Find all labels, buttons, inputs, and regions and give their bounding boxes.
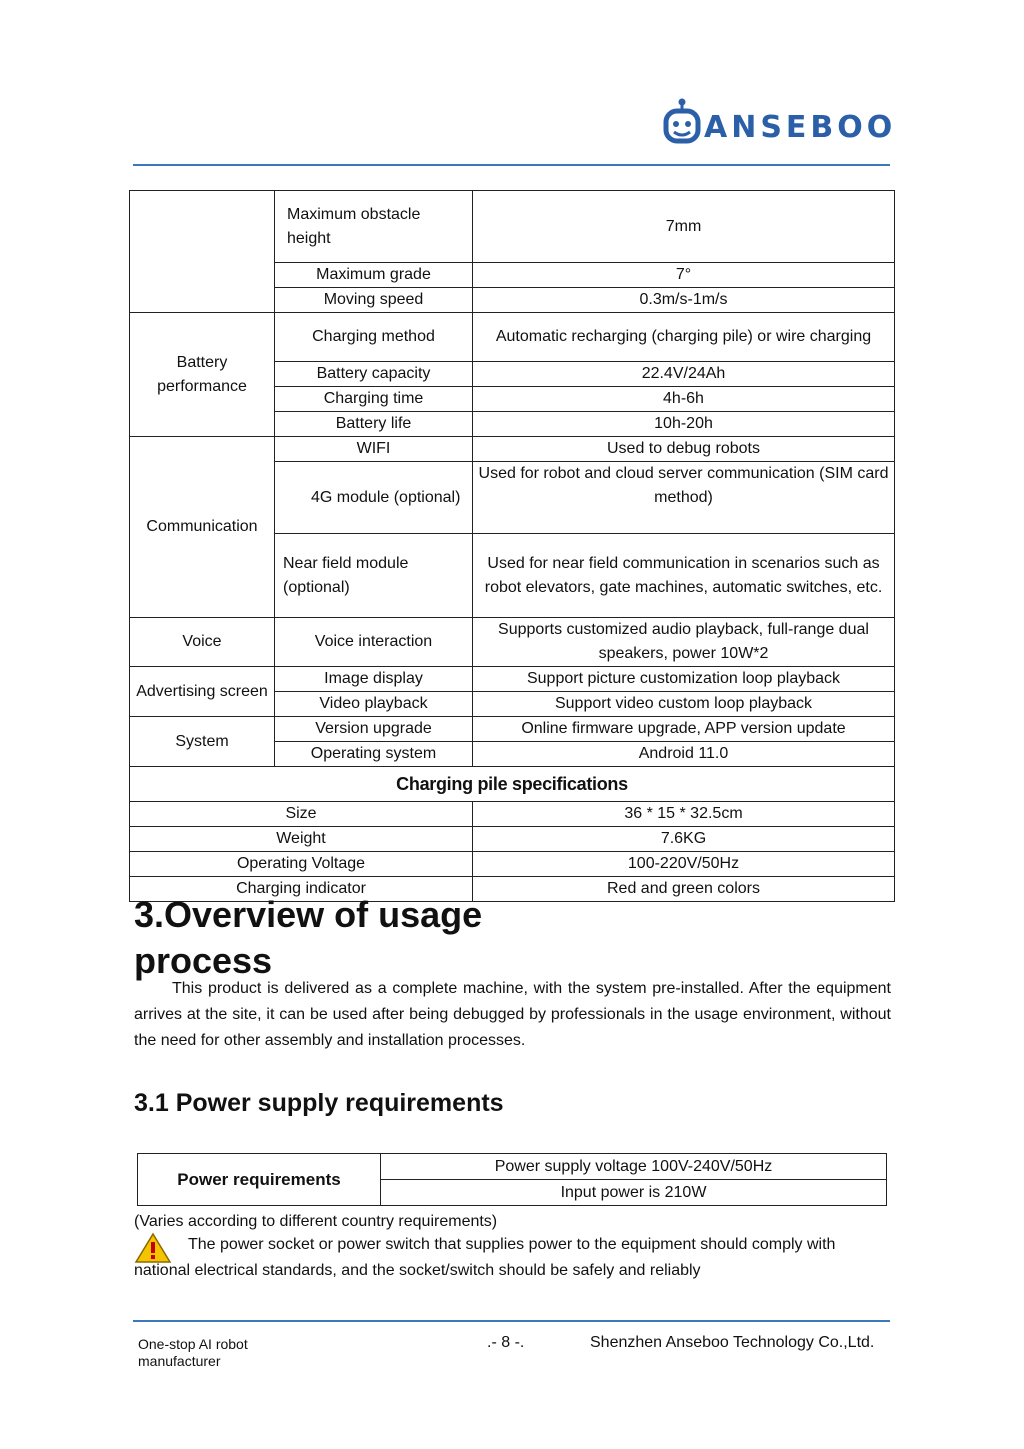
warning-block bbox=[134, 1232, 891, 1284]
item-cell: Charging time bbox=[275, 387, 473, 412]
section-3-title: 3.Overview of usage process bbox=[134, 894, 483, 981]
value-cell: Automatic recharging (charging pile) or wire charging bbox=[473, 313, 895, 362]
spec-table bbox=[129, 190, 895, 902]
value-cell: 36 * 15 * 32.5cm bbox=[473, 802, 895, 827]
value-cell: 22.4V/24Ah bbox=[473, 362, 895, 387]
footer-rule bbox=[133, 1320, 890, 1322]
value-cell: Support picture customization loop playback bbox=[473, 667, 895, 692]
table-row bbox=[130, 802, 895, 827]
page-number: .- 8 -. bbox=[487, 1334, 525, 1351]
value-cell: Supports customized audio playback, full-range dual speakers, power 10W*2 bbox=[473, 618, 895, 667]
item-cell: Size bbox=[130, 802, 473, 827]
power-table bbox=[137, 1153, 887, 1206]
item-cell: Weight bbox=[130, 827, 473, 852]
item-cell: Operating Voltage bbox=[130, 852, 473, 877]
item-cell: Charging indicator bbox=[130, 877, 473, 902]
item-cell: Moving speed bbox=[275, 288, 473, 313]
value-cell: Android 11.0 bbox=[473, 742, 895, 767]
category-cell: System bbox=[130, 717, 275, 767]
brand-name: ANSEBOO bbox=[704, 110, 897, 145]
warning-text: The power socket or power switch that supplies power to the equipment should comply with national electrical standards, and the socket/switch should be safely and reliably bbox=[134, 1236, 836, 1279]
category-cell: Communication bbox=[130, 437, 275, 618]
item-cell: Battery life bbox=[275, 412, 473, 437]
value-cell: Used for near field communication in scenarios such as robot elevators, gate machines, automatic switches, etc. bbox=[473, 534, 895, 618]
item-cell: Image display bbox=[275, 667, 473, 692]
power-label-cell: Power requirements bbox=[138, 1154, 381, 1206]
item-cell: Battery capacity bbox=[275, 362, 473, 387]
footer-company: Shenzhen Anseboo Technology Co.,Ltd. bbox=[590, 1334, 875, 1351]
item-cell: Near field module (optional) bbox=[275, 534, 473, 618]
value-cell: 100-220V/50Hz bbox=[473, 852, 895, 877]
footer-tagline: One-stop AI robot manufacturer bbox=[138, 1336, 248, 1369]
table-row bbox=[130, 767, 895, 802]
category-cell: Advertising screen bbox=[130, 667, 275, 717]
value-cell: 10h-20h bbox=[473, 412, 895, 437]
table-row bbox=[130, 852, 895, 877]
item-cell: 4G module (optional) bbox=[275, 462, 473, 534]
value-cell: 0.3m/s-1m/s bbox=[473, 288, 895, 313]
value-cell: 4h-6h bbox=[473, 387, 895, 412]
item-cell: Maximum grade bbox=[275, 263, 473, 288]
header-rule bbox=[133, 164, 890, 166]
category-cell bbox=[130, 191, 275, 313]
value-cell: Used for robot and cloud server communication (SIM card method) bbox=[473, 462, 895, 534]
value-cell: Support video custom loop playback bbox=[473, 692, 895, 717]
value-cell: 7° bbox=[473, 263, 895, 288]
input-power-cell: Input power is 210W bbox=[381, 1180, 887, 1206]
table-row bbox=[130, 437, 895, 462]
table-row bbox=[130, 717, 895, 742]
category-cell: Voice bbox=[130, 618, 275, 667]
item-cell: WIFI bbox=[275, 437, 473, 462]
value-cell: Online firmware upgrade, APP version update bbox=[473, 717, 895, 742]
table-row bbox=[130, 191, 895, 263]
category-cell: Battery performance bbox=[130, 313, 275, 437]
value-cell: 7.6KG bbox=[473, 827, 895, 852]
table-row bbox=[130, 618, 895, 667]
section-3-paragraph: This product is delivered as a complete machine, with the system pre-installed. After the equipment arrives at the site, it can be used after being debugged by professionals in the usage environment, without the need for other assembly and installation processes. bbox=[134, 980, 891, 1049]
item-cell: Version upgrade bbox=[275, 717, 473, 742]
voltage-cell: Power supply voltage 100V-240V/50Hz bbox=[381, 1154, 887, 1180]
value-cell: Used to debug robots bbox=[473, 437, 895, 462]
value-cell: 7mm bbox=[473, 191, 895, 263]
item-cell: Operating system bbox=[275, 742, 473, 767]
power-note: (Varies according to different country requirements) bbox=[134, 1213, 498, 1230]
warning-icon bbox=[134, 1232, 172, 1264]
section-3-1-title: 3.1 Power supply requirements bbox=[134, 1089, 504, 1117]
value-cell: Red and green colors bbox=[473, 877, 895, 902]
table-row bbox=[130, 313, 895, 362]
item-cell: Video playback bbox=[275, 692, 473, 717]
table-row bbox=[130, 667, 895, 692]
table-row bbox=[138, 1154, 887, 1180]
item-cell: Voice interaction bbox=[275, 618, 473, 667]
item-cell: Maximum obstacle height bbox=[275, 191, 473, 263]
charging-pile-heading: Charging pile specifications bbox=[130, 767, 895, 802]
item-cell: Charging method bbox=[275, 313, 473, 362]
table-row bbox=[130, 827, 895, 852]
